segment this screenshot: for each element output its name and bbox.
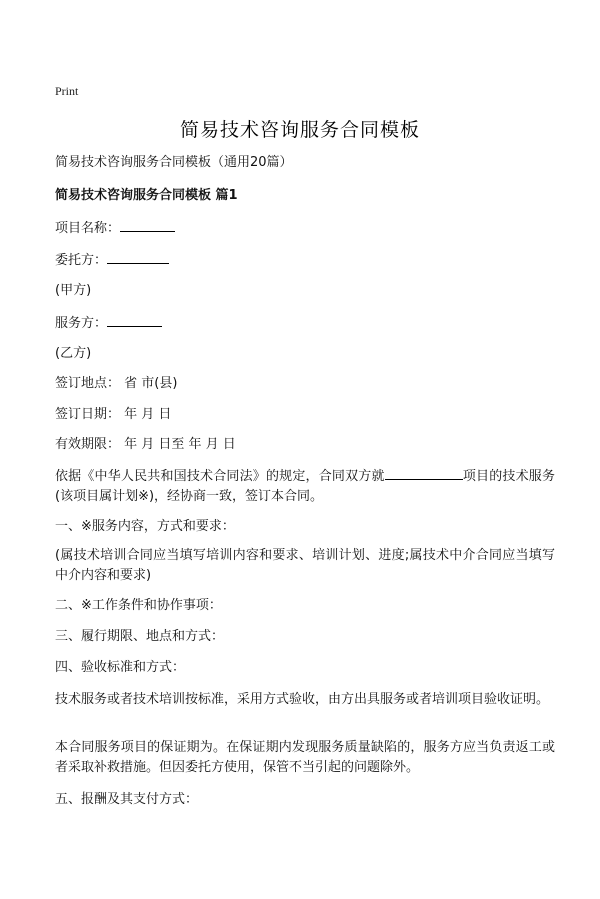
provider-label: 服务方： <box>55 316 108 331</box>
document-subtitle: 简易技术咨询服务合同模板（通用20篇） <box>55 155 293 170</box>
client-field <box>55 250 169 270</box>
print-link[interactable]: Print <box>55 84 79 98</box>
clause-1: 一、※服务内容，方式和要求： <box>55 519 235 534</box>
project-name-field <box>55 218 175 238</box>
intro-part2: 项目的技术服务(该项目属计划※)，经协商一致，签订本合同。 <box>55 469 555 504</box>
client-blank <box>107 250 169 264</box>
party-b-label: (乙方) <box>55 346 92 361</box>
clause-4-detail: 技术服务或者技术培训按标准，采用方式验收，由方出具服务或者培训项目验收证明。 <box>55 692 550 707</box>
clause-1-note: (属技术培训合同应当填写培训内容和要求、培训计划、进度;属技术中介合同应当填写中介内容和要求) <box>55 548 555 583</box>
intro-paragraph <box>55 466 555 507</box>
section-heading: 简易技术咨询服务合同模板 篇1 <box>55 188 238 203</box>
provider-field <box>55 313 162 333</box>
party-a-label: (甲方) <box>55 283 92 298</box>
intro-part1: 依据《中华人民共和国技术合同法》的规定，合同双方就 <box>55 469 385 484</box>
clause-5: 五、报酬及其支付方式： <box>55 792 199 807</box>
sign-date: 签订日期： 年 月 日 <box>55 407 172 422</box>
clause-3: 三、履行期限、地点和方式： <box>55 629 225 644</box>
project-name-label: 项目名称： <box>55 221 121 236</box>
clause-2: 二、※工作条件和协作事项： <box>55 598 222 613</box>
project-name-blank <box>120 218 175 232</box>
intro-blank <box>385 466 463 480</box>
client-label: 委托方： <box>55 253 108 268</box>
clause-4: 四、验收标准和方式： <box>55 660 186 675</box>
warranty-paragraph: 本合同服务项目的保证期为。在保证期内发现服务质量缺陷的，服务方应当负责返工或者采取补救措施。但因委托方使用，保管不当引起的问题除外。 <box>55 740 555 775</box>
valid-period: 有效期限： 年 月 日至 年 月 日 <box>55 437 236 452</box>
sign-place: 签订地点： 省 市(县) <box>55 376 178 391</box>
page-title: 简易技术咨询服务合同模板 <box>179 119 420 141</box>
provider-blank <box>107 313 162 327</box>
